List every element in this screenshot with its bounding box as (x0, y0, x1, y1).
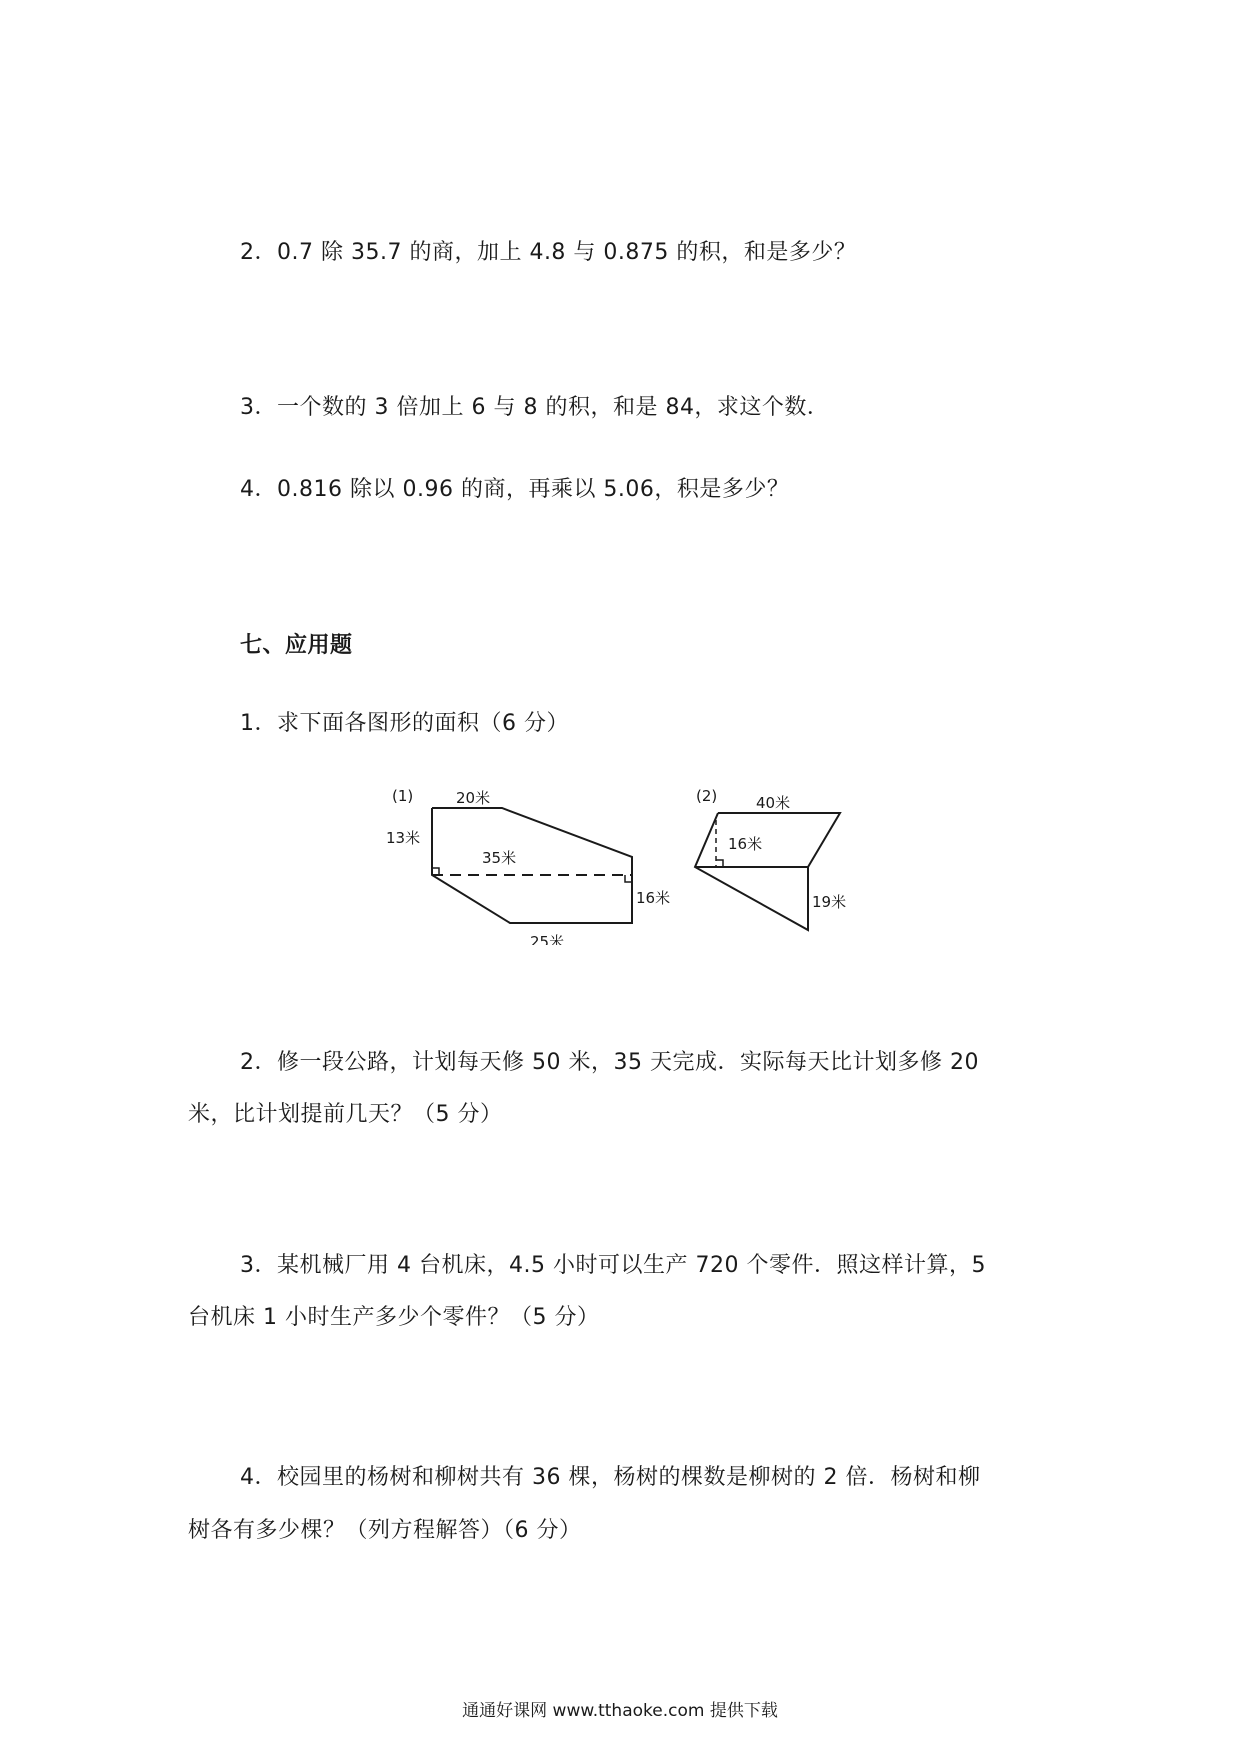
question-4: 4．0.816 除以 0.96 的商，再乘以 5.06，积是多少？ (240, 477, 790, 502)
application-question-4-line-2: 树各有多少棵？（列方程解答）（6 分） (188, 1518, 582, 1543)
application-question-3-line-2: 台机床 1 小时生产多少个零件？（5 分） (188, 1305, 600, 1330)
question-3: 3．一个数的 3 倍加上 6 与 8 的积，和是 84，求这个数． (240, 395, 830, 420)
application-question-2-line-1: 2．修一段公路，计划每天修 50 米，35 天完成．实际每天比计划多修 20 (240, 1050, 979, 1075)
figure-1-bottom-length: 25米 (530, 933, 565, 945)
footer-source: 通通好课网 www.tthaoke.com 提供下载 (462, 1701, 778, 1721)
figure-1-label: (1) (392, 787, 414, 805)
figure-1-right-length: 16米 (636, 889, 671, 907)
area-figures (370, 775, 910, 945)
figure-1-top-length: 20米 (456, 789, 491, 807)
application-question-4-line-1: 4．校园里的杨树和柳树共有 36 棵，杨树的棵数是柳树的 2 倍．杨树和柳 (240, 1465, 981, 1490)
section-7-title: 七、应用题 (240, 633, 353, 658)
application-question-3-line-1: 3．某机械厂用 4 台机床，4.5 小时可以生产 720 个零件．照这样计算，5 (240, 1253, 986, 1278)
figure-1-trapezoid-shape (432, 808, 632, 923)
application-question-2-line-2: 米，比计划提前几天？（5 分） (188, 1102, 503, 1127)
figure-2-quadrilateral-shape (695, 813, 840, 930)
figure-2-top-length: 40米 (756, 794, 791, 812)
figure-2-label: (2) (696, 787, 718, 805)
question-2: 2．0.7 除 35.7 的商，加上 4.8 与 0.875 的积，和是多少？ (240, 240, 857, 265)
figure-2-right-length: 19米 (812, 893, 847, 911)
figure-1-left-length: 13米 (386, 829, 421, 847)
application-question-1: 1．求下面各图形的面积（6 分） (240, 711, 569, 736)
figure-1-middle-length: 35米 (482, 849, 517, 867)
figure-2-height-length: 16米 (728, 835, 763, 853)
area-figures-svg (370, 775, 910, 945)
